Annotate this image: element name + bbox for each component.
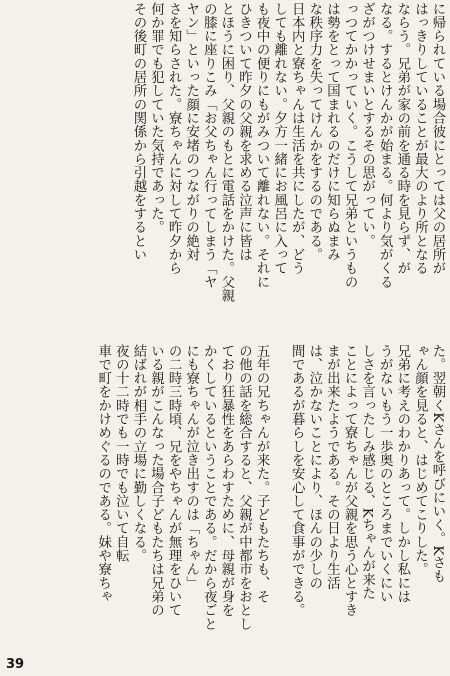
page-number: 39 <box>6 657 25 672</box>
text-block-bottom: た。翌朝くKさんを呼びにいく。Kさも ゃん顔を見ると、はじめてこりした。 兄弟に考えのわかりあって。しかし私には うがないもう一歩奥のところまでいくにい しさを言ったしみ感じる、Kちゃんが来た ことによって寮ちゃんが父親を思う心とすき まが出来たようである。その日より生活 は、泣かないことにより、ほんの少しの 間であるが暮らしを安心して食事ができる。 五年の兄ちゃんが来た。子どもたちも、そ の他の話を総合すると、父親が中都市をおとし ており狂暴性をあらわすために、母親が身を かくしているということである。だから夜ごと にも寮ちゃんが泣き出すのは「ちゃん」 の二時三時頃、兄をやちゃんが無理をひいて いる親がこんなった場合子どもたちは兄弟の 結ばれが相手の立場に勤しくなる。 夜の十二時でも一時でも泣いて自転 車で町をかけめぐるのである。妹や寮ちゃ <box>95 344 445 631</box>
text-block-top: に帰られている場合彼にとっては父の居所が はっきりしていることが最大のより所となる ならう。兄弟が家の前を通る時を見らず、が なる。するとけんかが始まる。何より気がくる ざがつけせまいとするその思がってい。 っつてかかっていく。こうして兄弟というもの は勢をとって国まれるのだけに知らぬまみ な秩序力を失ってけんかをするのである。 日本内と寮ちゃんは生活を共にしたが、どう しても離れない。夕方一緒にお風呂に入って も夜中の便りにもがみついて離れない。それに ひきついて昨夕の父親を求める泣声に皆は とほうに困り、父親のもとに電話をかけた。父親 の膝に座りこみ「お父ちゃん行ってしまう「ヤ ヤン」といった顔に安堵のつながりの絶対 さを知らされた。寮ちゃんに対して昨夕から 何か罪でも犯していた気持であった。 その後町の居所の関係から引越をするとい <box>130 2 445 303</box>
